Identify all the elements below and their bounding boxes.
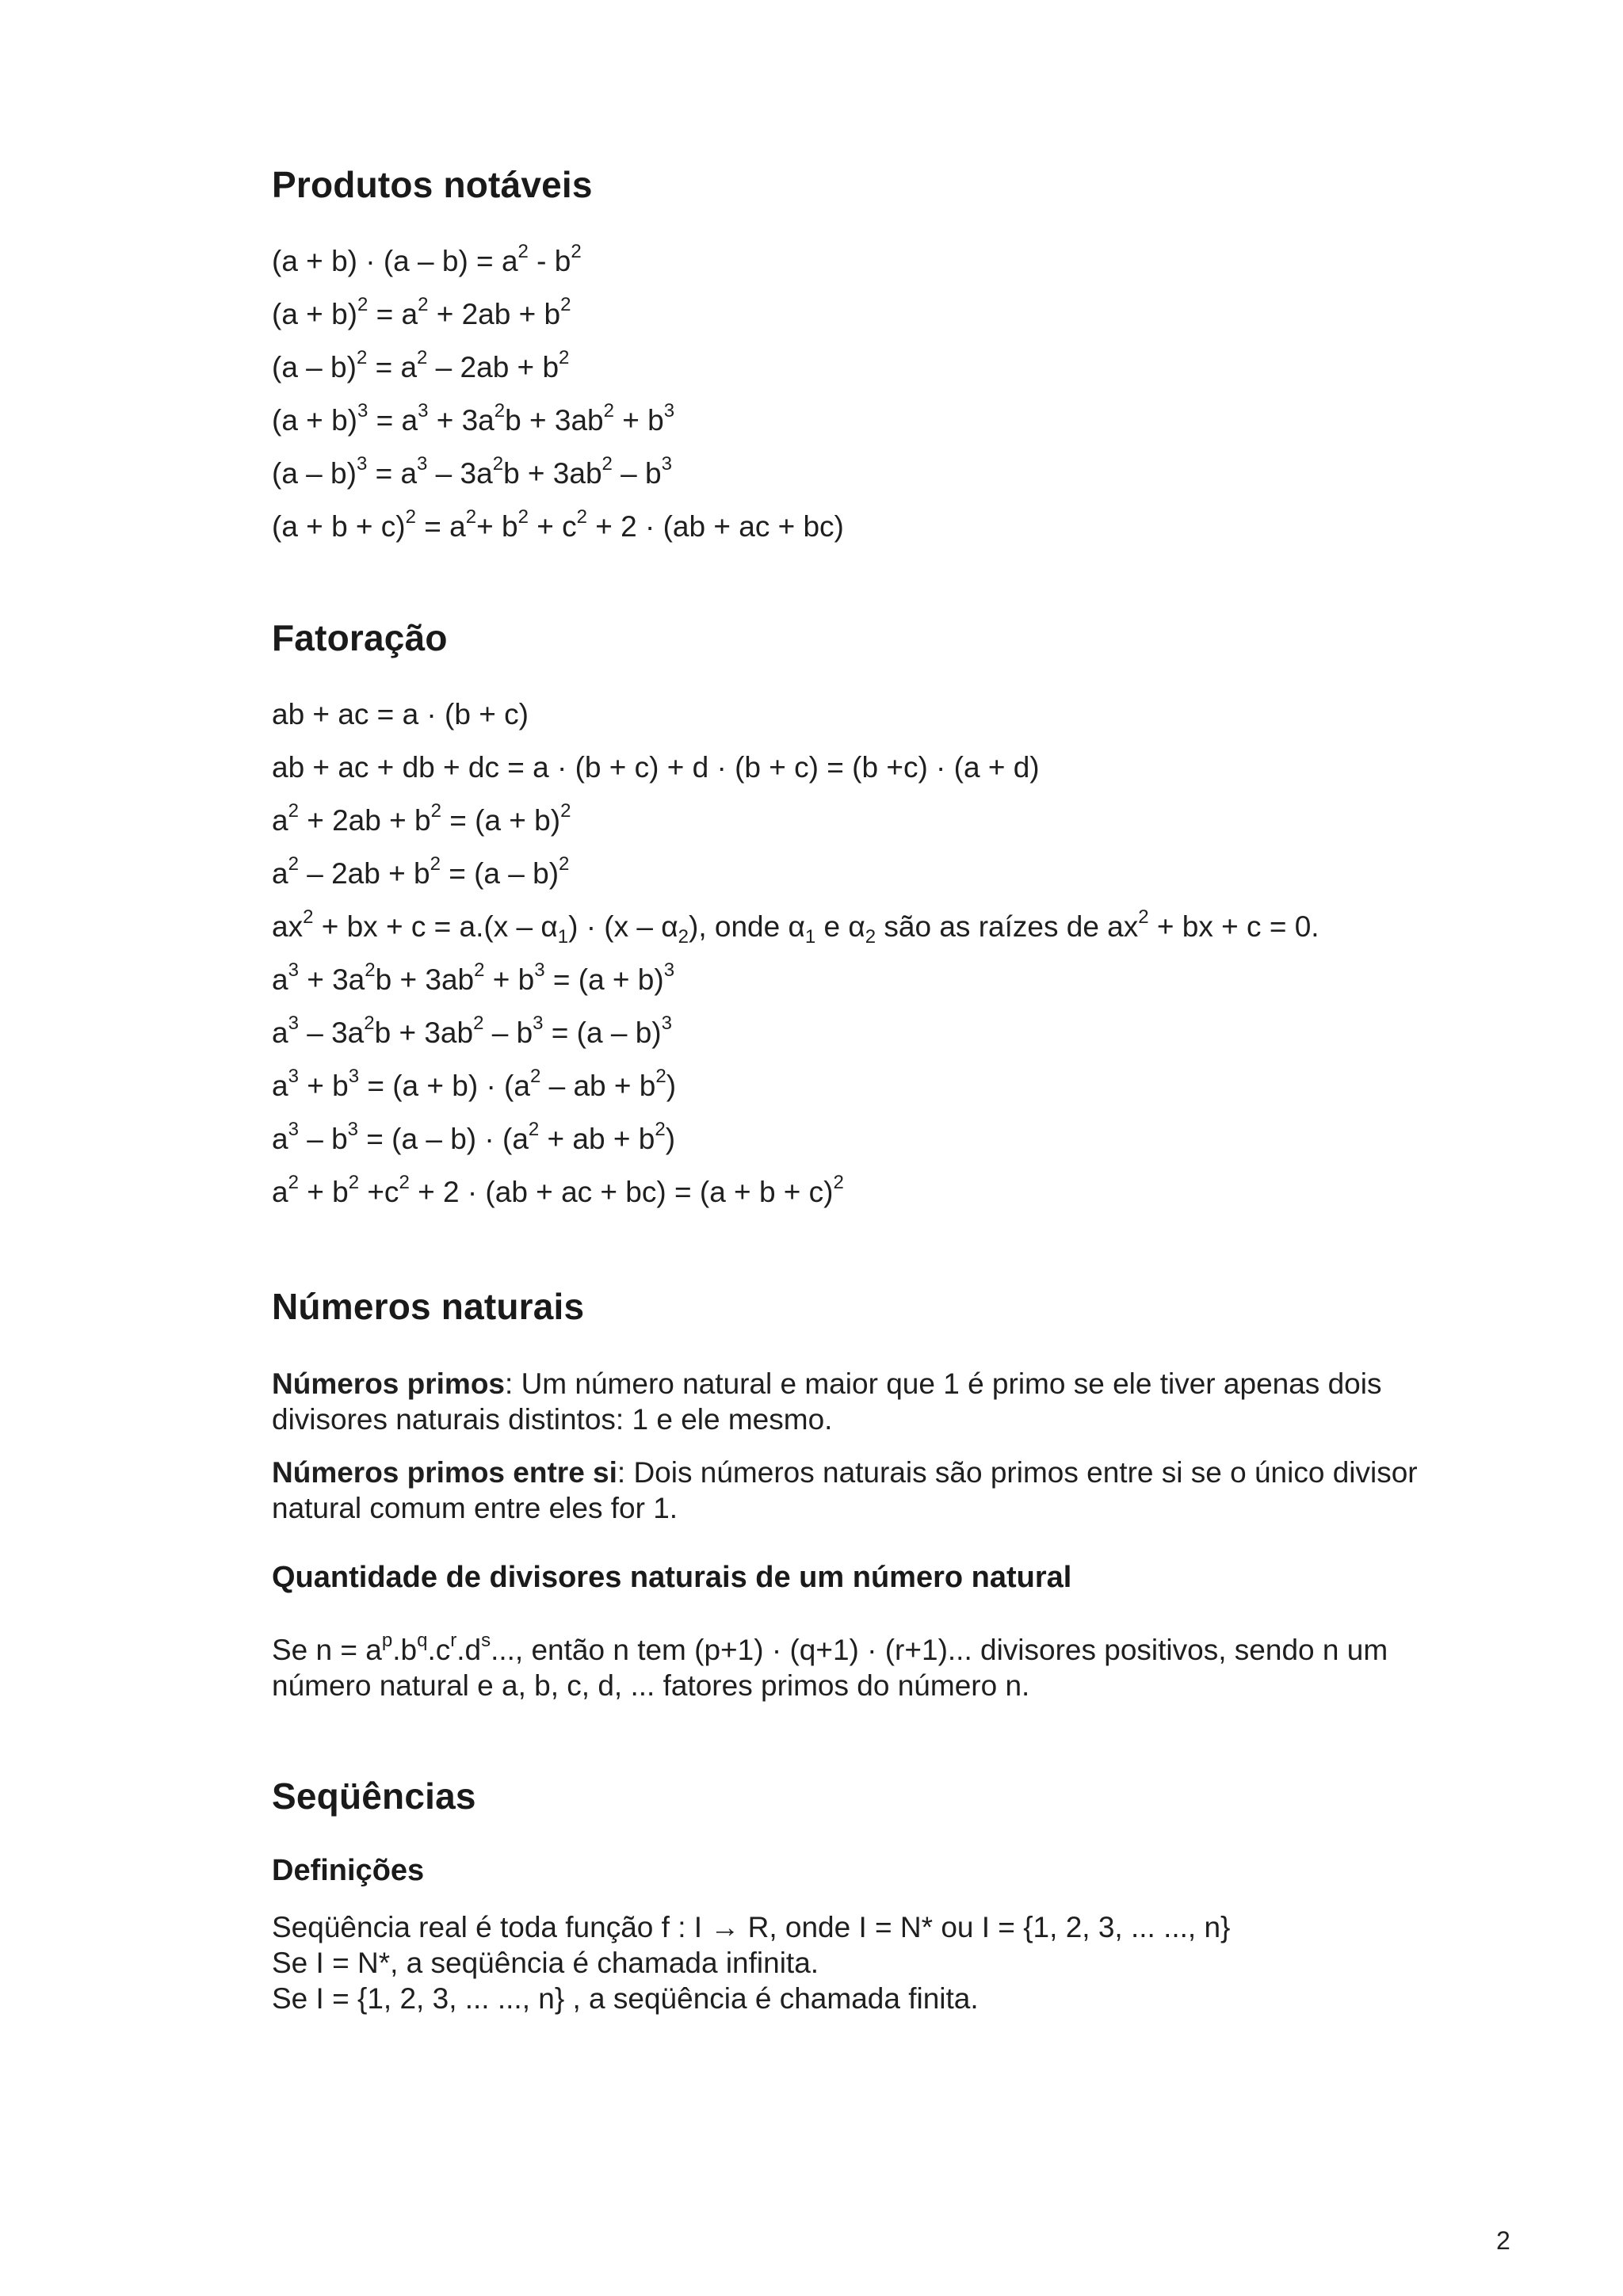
- formula-fatoracao-1: ab + ac = a · (b + c): [272, 698, 529, 730]
- formula-fatoracao-8: $a^3 + b^3 = (a + b) \cdot (a^2$ – ab + $b^2$): [272, 1066, 677, 1102]
- definition-line-1: Seqüência real é toda função f : I → R, onde I = N* ou I = {1, 2, 3, ... ..., n}: [272, 1911, 1231, 1943]
- formula-fatoracao-3: $a^2 + 2ab + b^2 = (a + b)^2$: [272, 800, 571, 837]
- section-title-sequencias: Seqüências: [272, 1775, 476, 1817]
- section-title-numeros-naturais: Números naturais: [272, 1286, 585, 1327]
- formula-produto-6: $(a + b + c)^2 = a^2+ b^2 + c^2 + 2 \cdot (ab$ + ac + bc): [272, 506, 844, 543]
- page-number: 2: [1496, 2226, 1510, 2255]
- formula-produto-4: $(a + b)^3 = a^3 + 3a^2b + 3ab^2 + b^3$: [272, 400, 675, 437]
- definition-line-3: Se I = {1, 2, 3, ... ..., n} , a seqüência é chamada finita.: [272, 1982, 979, 2015]
- formula-produto-3: $(a - b)^2 = a^2 - 2ab + b^2$: [272, 347, 570, 383]
- formula-fatoracao-6: $a^3 + 3a^2b + 3ab^2 + b^3 = (a + b)^3$: [272, 959, 675, 996]
- formula-produto-1: $(a + b) \cdot (a - b) = a^2 - b^2$: [272, 241, 582, 277]
- subtitle-quantidade-divisores: Quantidade de divisores naturais de um número natural: [272, 1561, 1072, 1594]
- formula-produto-5: $(a - b)^3 = a^3 - 3a^2b + 3ab^2 - b^3$: [272, 453, 672, 490]
- formula-fatoracao-2: ab + ac + db + dc = a · (b + c) + d · (b + c) = (b +c) · (a + d): [272, 751, 1040, 784]
- term-primos-entre-si: Números primos entre si: [272, 1456, 617, 1489]
- formula-produto-2: $(a + b)^2 = a^2 + 2ab + b^2$: [272, 294, 571, 330]
- definition-line-2: Se I = N*, a seqüência é chamada infinita.: [272, 1947, 819, 1979]
- term-numeros-primos: Números primos: [272, 1367, 506, 1400]
- paragraph-primos-entre-si: Números primos entre si: Dois números naturais são primos entre si se o único divisor natural comum entre eles for 1.: [272, 1456, 1418, 1524]
- formula-fatoracao-7: $a^3 - 3a^2b + 3ab^2 - b^3 = (a - b)^3$: [272, 1013, 672, 1049]
- paragraph-numeros-primos: Números primos: Um número natural e maior que 1 é primo se ele tiver apenas dois divisores naturais distintos: 1 e ele mesmo.: [272, 1367, 1382, 1436]
- section-title-fatoracao: Fatoração: [272, 617, 448, 658]
- formula-fatoracao-4: $a^2 - 2ab + b^2 = (a - b)^2$: [272, 853, 570, 890]
- paragraph-divisores: Se $n = a^p.b^q.c^r.d^s$..., então n tem (p+1) · (q+1) · (r+1)... divisores positivos, sendo n um número natural e a, b, c, d, ... fatores primos do número n.: [272, 1630, 1388, 1702]
- formula-fatoracao-10: $a^2 + b^2 +c^2 + 2 \cdot (ab$ + ac + $bc) = (a + b + c)^2$: [272, 1172, 844, 1208]
- formula-fatoracao-5: $ax^2$ + bx + $c = a.(x - \alpha_1) \cdot (x - \alpha_2)$, onde $\alpha_1$ e $\alpha_2$ são as raízes de $ax^2$ + bx + c = 0.: [272, 906, 1319, 948]
- subtitle-definicoes: Definições: [272, 1854, 425, 1887]
- section-title-produtos-notaveis: Produtos notáveis: [272, 164, 593, 205]
- formula-fatoracao-9: $a^3 - b^3 = (a - b) \cdot (a^2$ + ab + $b^2$): [272, 1119, 676, 1155]
